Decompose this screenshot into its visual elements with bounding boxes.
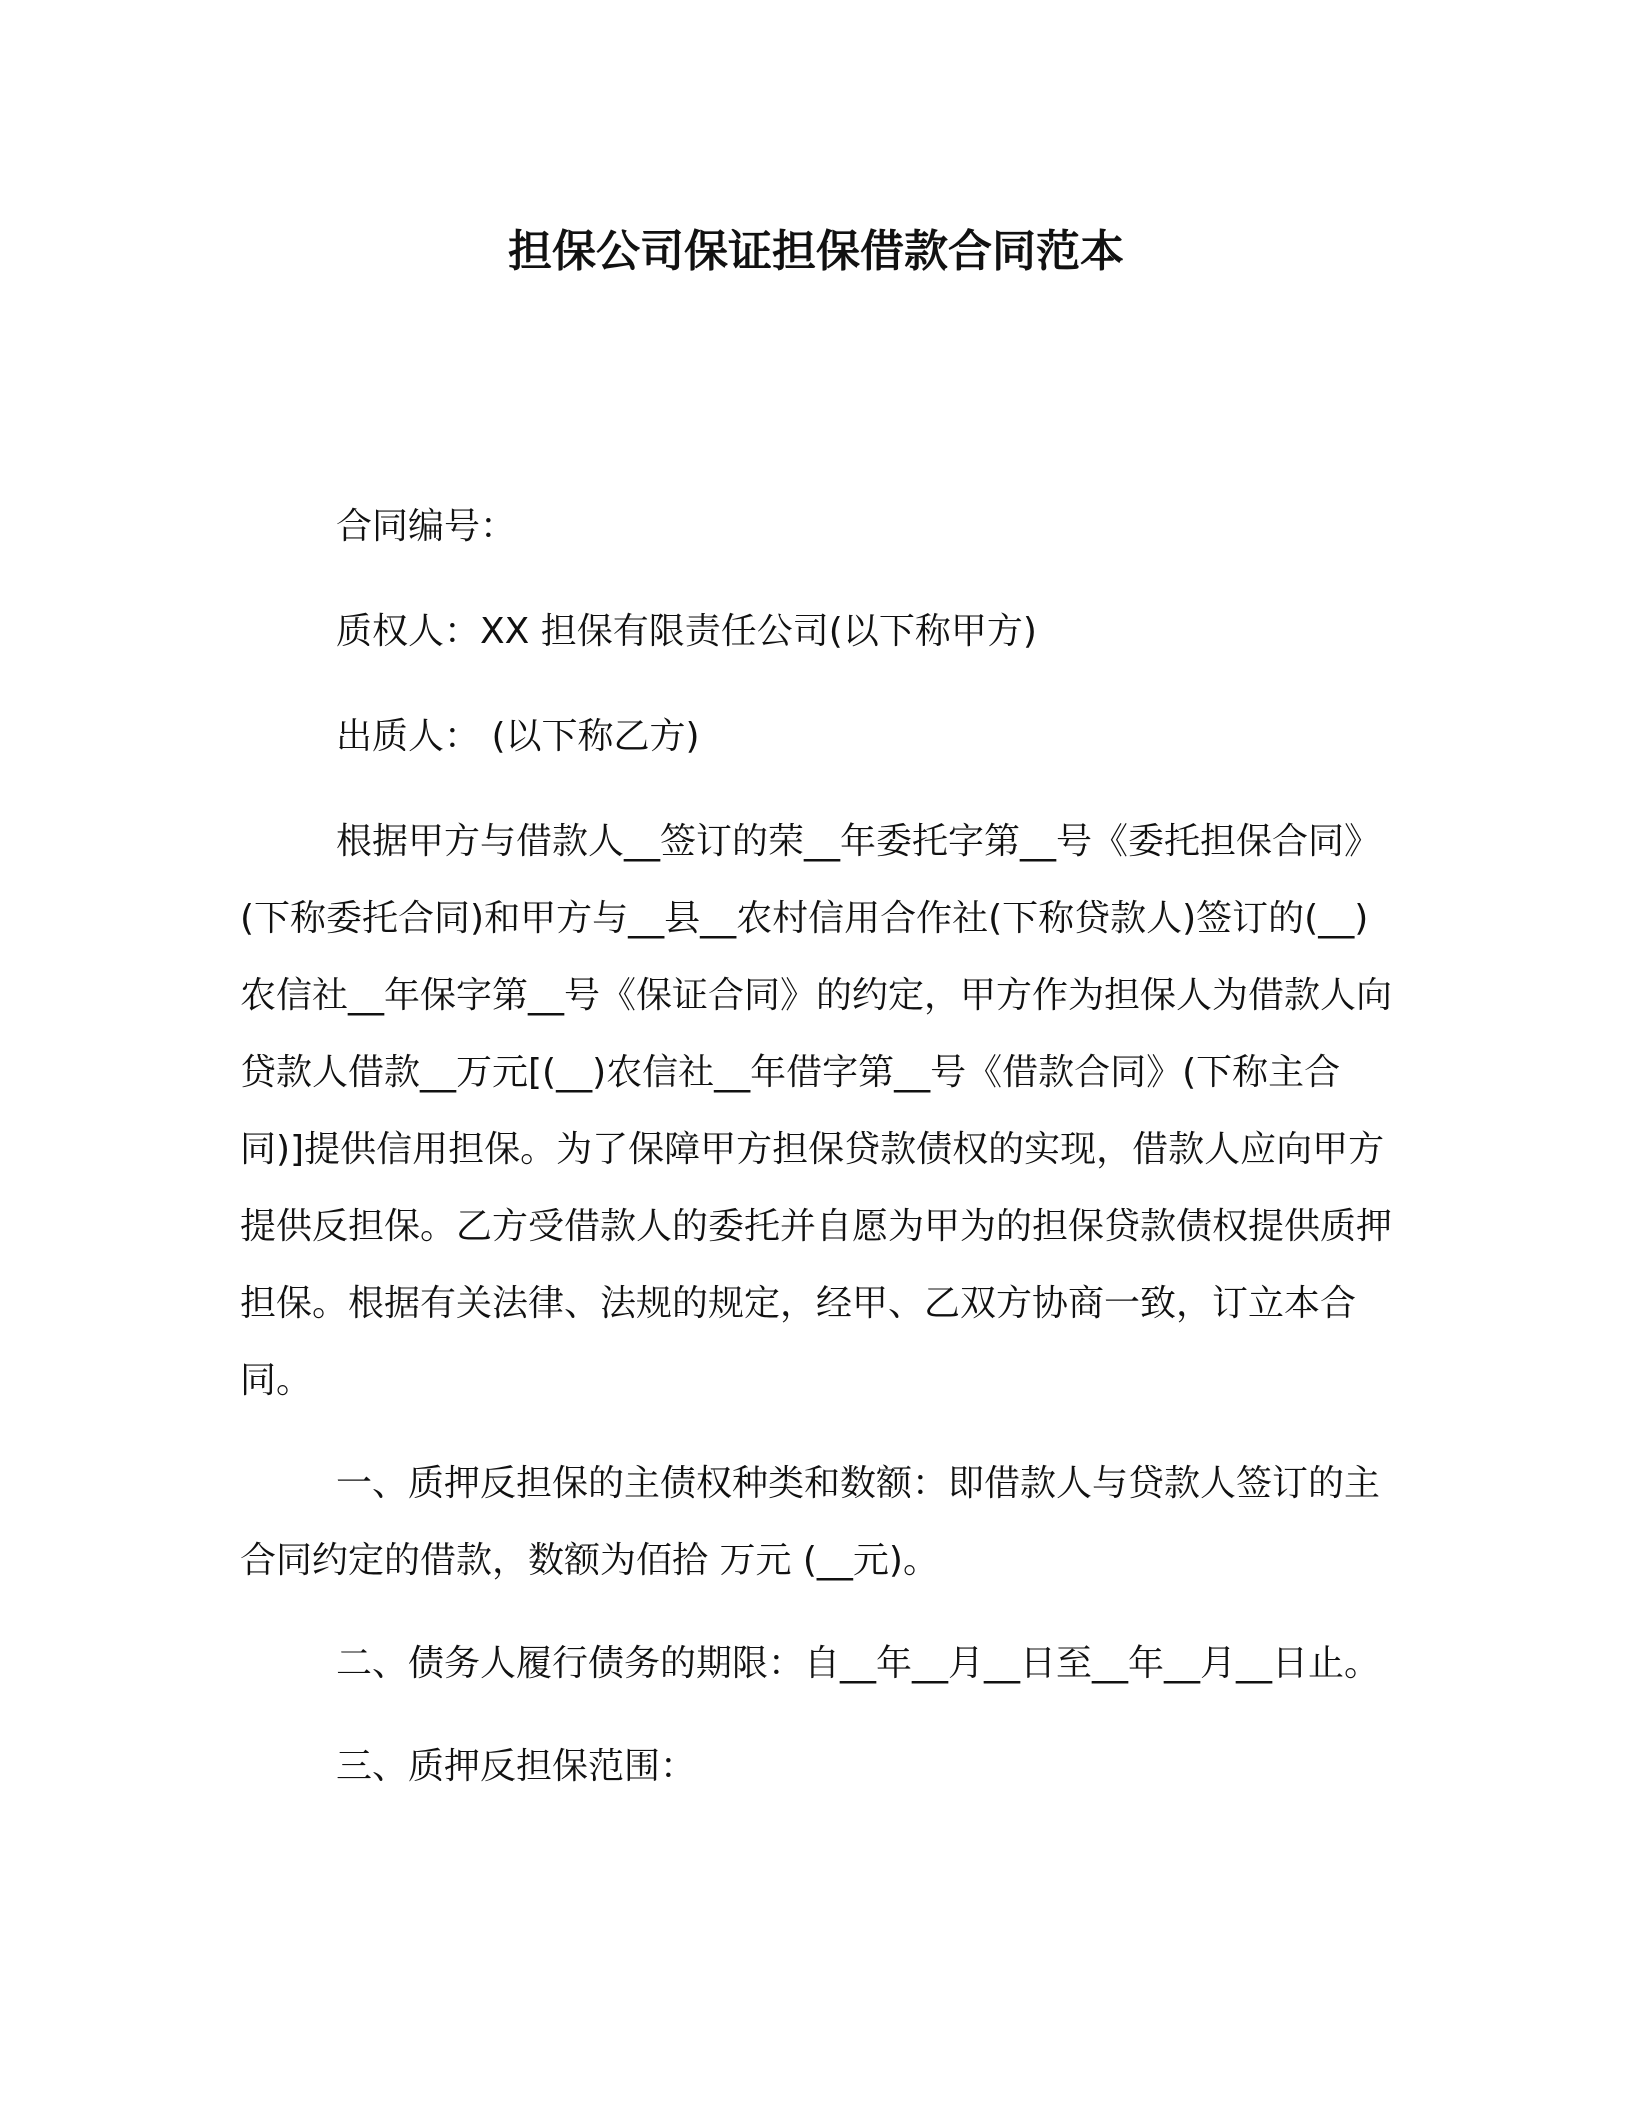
clause-3-paragraph: 三、质押反担保范围：	[336, 1746, 697, 1787]
document-body	[240, 488, 1400, 1805]
clause-1-paragraph: 一、质押反担保的主债权种类和数额：即借款人与贷款人签订的主合同约定的借款，数额为佰拾 万元 (__元)。	[240, 1463, 1381, 1581]
pledgee-paragraph: 质权人：XX 担保有限责任公司(以下称甲方)	[336, 611, 1037, 652]
contract-number-paragraph: 合同编号：	[336, 506, 517, 547]
document-title: 担保公司保证担保借款合同范本	[508, 226, 1124, 277]
pledgor-paragraph: 出质人： (以下称乙方)	[336, 716, 700, 757]
preamble-paragraph: 根据甲方与借款人__签订的荣__年委托字第__号《委托担保合同》(下称委托合同)和甲方与__县__农村信用合作社(下称贷款人)签订的(__)农信社__年保字第__号《保证合同》的约定，甲方作为担保人为借款人向贷款人借款__万元[(__)农信社__年借字第__号《借款合同》(下称主合同)]提供信用担保。为了保障甲方担保贷款债权的实现，借款人应向甲方提供反担保。乙方受借款人的委托并自愿为甲为的担保贷款债权提供质押担保。根据有关法律、法规的规定，经甲、乙双方协商一致，订立本合同。	[240, 821, 1393, 1401]
clause-2-paragraph: 二、债务人履行债务的期限：自__年__月__日至__年__月__日止。	[336, 1643, 1381, 1684]
